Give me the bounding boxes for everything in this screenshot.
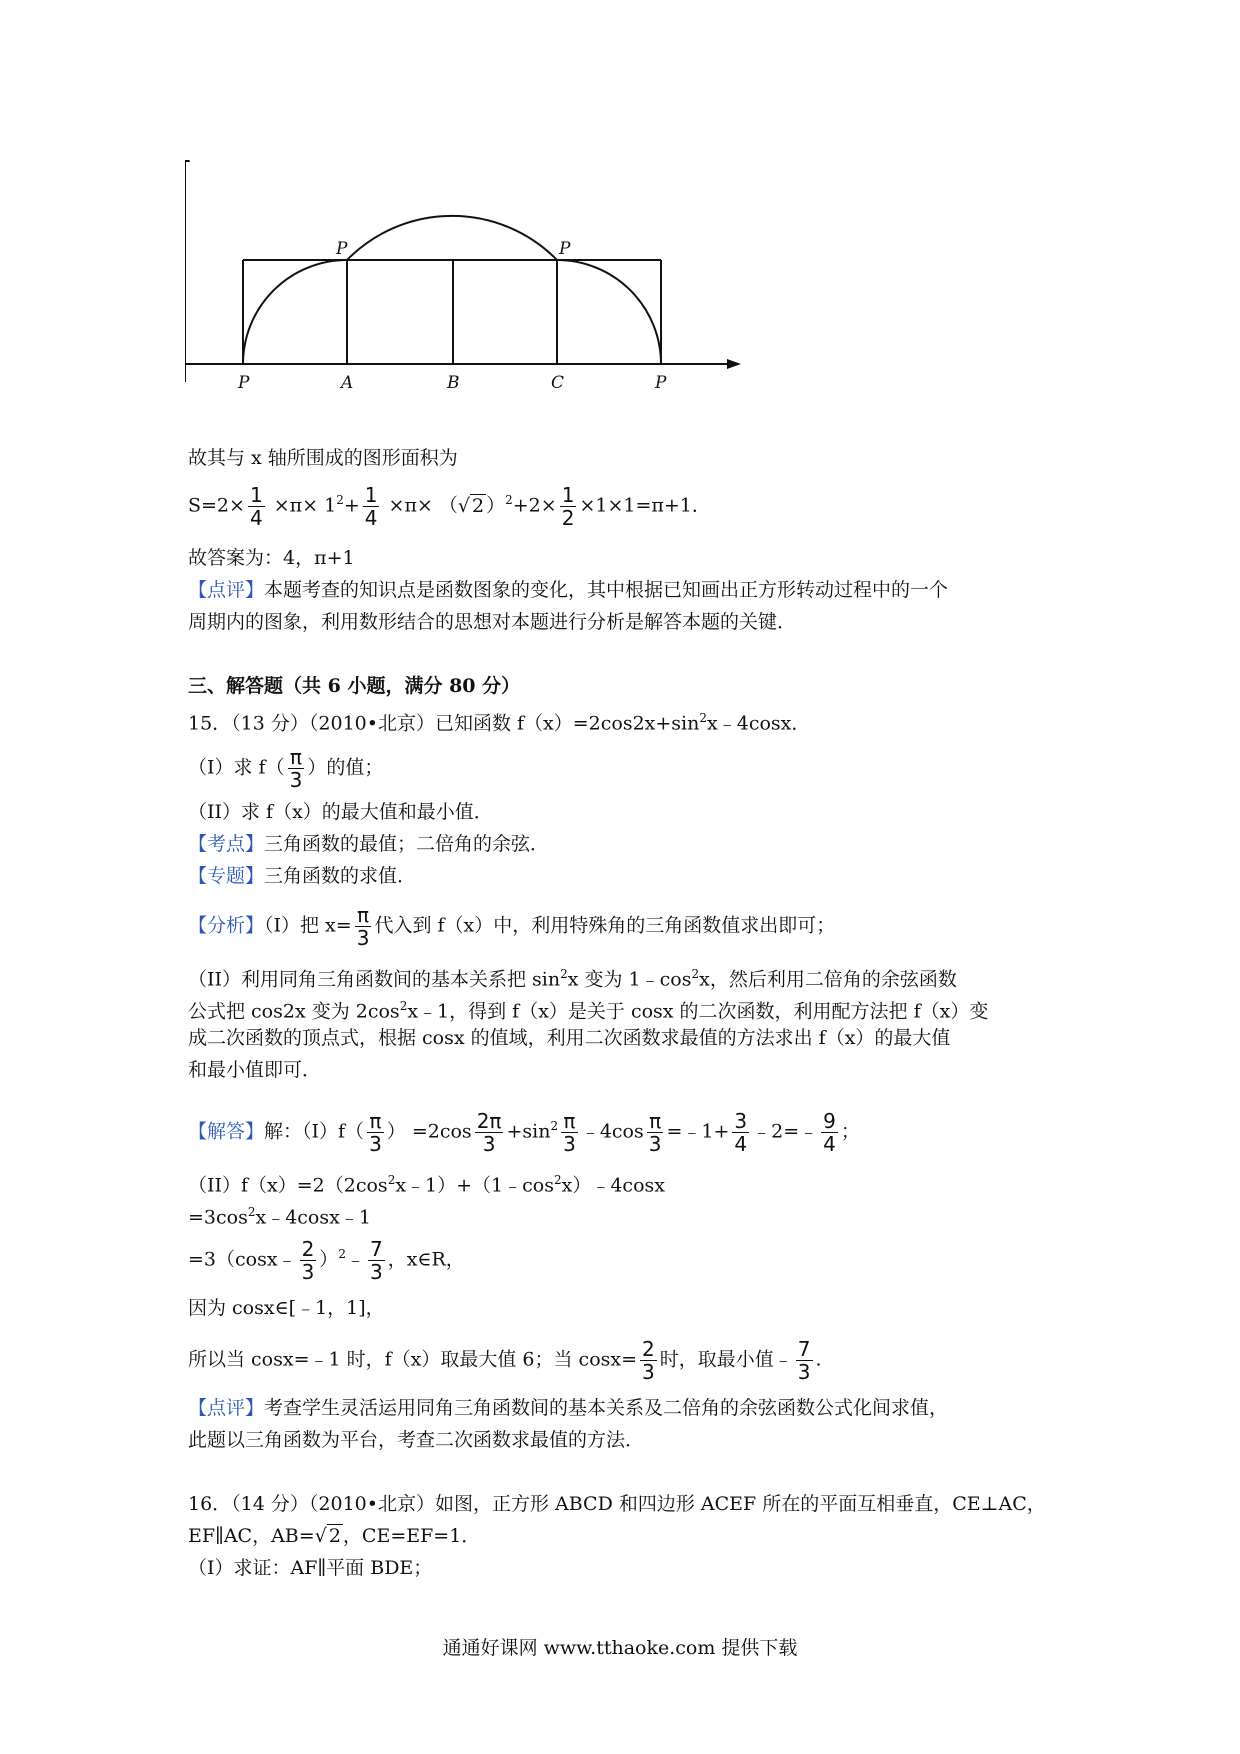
dianping-line-1: 【点评】考查学生灵活运用同角三角函数间的基本关系及二倍角的余弦函数公式化间求值， [188, 1397, 949, 1419]
label-a: A [341, 373, 354, 393]
fenxi-line-4: 成二次函数的顶点式，根据 cosx 的值域，利用二次函数求最值的方法求出 f（x）的最大值 [188, 1027, 951, 1049]
section-heading: 三、解答题（共 6 小题，满分 80 分） [188, 675, 521, 697]
label-p-top-right: P [559, 239, 571, 259]
q16-line-2: EF∥AC，AB=√ 2 ，CE=EF=1． [188, 1525, 481, 1547]
label-p-bottom-right: P [655, 373, 667, 393]
label-p-bottom-left: P [238, 373, 250, 393]
comment-line-2: 周期内的图象，利用数形结合的思想对本题进行分析是解答本题的关键． [188, 611, 797, 633]
q15-part-i: （I）求 f（ $\frac{\pi}{3}$ ）的值； [188, 745, 384, 792]
zhuanti-line: 【专题】三角函数的求值． [188, 865, 417, 887]
label-b: B [447, 373, 460, 393]
fenxi-line-1: 【分析】（I）把 x= $\frac{\pi}{3}$ 代入到 f（x）中，利用特殊角的三角函数值求出即可； [188, 903, 836, 950]
comment-line-1: 【点评】本题考查的知识点是函数图象的变化，其中根据已知画出正方形转动过程中的一个 [188, 579, 949, 601]
arc-right [557, 260, 661, 364]
function-graph [185, 160, 765, 410]
jieda-part-ii-line-2: $=3\cos^2x﹣4\cos x﹣1$ [188, 1205, 371, 1229]
q16-line-3: （I）求证：AF∥平面 BDE； [188, 1557, 433, 1579]
answer-line: 故答案为：4，π+1 [188, 547, 355, 569]
q15-part-ii: （II）求 f（x）的最大值和最小值． [188, 801, 493, 823]
jieda-part-i: 【解答】解：（I）f（ $\frac{\pi}{3}$ ） =2cos $\frac{2\pi}{3}$ $+\sin^2$ $\frac{\pi}{3}$ ﹣4cos $\frac{\pi}{3}$ =﹣1+ $\frac{3}{4}$ ﹣2=﹣ $\frac{9}{4}$ ； [188, 1109, 860, 1156]
label-p-top-left: P [336, 239, 348, 259]
x-axis-arrow [727, 359, 741, 369]
label-c: C [551, 373, 565, 393]
area-intro: 故其与 x 轴所围成的图形面积为 [188, 447, 458, 469]
page-footer: 通通好课网 www.tthaoke.com 提供下载 [442, 1637, 798, 1659]
kaodian-line: 【考点】三角函数的最值；二倍角的余弦． [188, 833, 550, 855]
arc-middle [347, 216, 557, 260]
y-axis-arrow [185, 160, 190, 162]
fenxi-line-2: （II）利用同角三角函数间的基本关系把 $\sin^2x$ 变为 $1﹣\cos^2x$，然后利用二倍角的余弦函数 [188, 967, 957, 991]
arc-left [243, 260, 347, 364]
jieda-part-ii-line-5: 所以当 cosx=﹣1 时，f（x）取最大值 6；当 cosx= $\frac{2}{3}$ 时，取最小值﹣ $\frac{7}{3}$ . [188, 1337, 822, 1384]
jieda-part-ii-line-3: =3（cosx﹣ $\frac{2}{3}$ ）$^2$﹣ $\frac{7}{3}$ ，x∈R， [188, 1237, 465, 1284]
jieda-part-ii-line-4: 因为 cosx∈[﹣1，1]， [188, 1297, 385, 1319]
fenxi-line-3: 公式把 cos2x 变为 $2\cos^2x﹣1$，得到 f（x）是关于 cosx 的二次函数，利用配方法把 f（x）变 [188, 999, 989, 1023]
jieda-part-ii-line-1: $(II)f(x)=2(2\cos^2x﹣1)+(1﹣\cos^2x)﹣4\cos x$ [188, 1173, 665, 1197]
area-formula: S=2× $\frac{1}{4}$ $\times\pi\times 1^2+$ $\frac{1}{4}$ ×π× （√ 2 ）$^2$+2× $\frac{1}{2}$ ×1×1=π+1． [188, 483, 711, 530]
dianping-line-2: 此题以三角函数为平台，考查二次函数求最值的方法． [188, 1429, 645, 1451]
q15-statement: 15．（13 分）（2010•北京）已知函数 $f(x)=2\cos 2x+\sin^2x﹣4\cos x$． [188, 711, 811, 735]
q16-line-1: 16．（14 分）（2010•北京）如图，正方形 ABCD 和四边形 ACEF 所在的平面互相垂直，CE⊥AC， [188, 1493, 1046, 1515]
fenxi-line-5: 和最小值即可． [188, 1059, 322, 1081]
